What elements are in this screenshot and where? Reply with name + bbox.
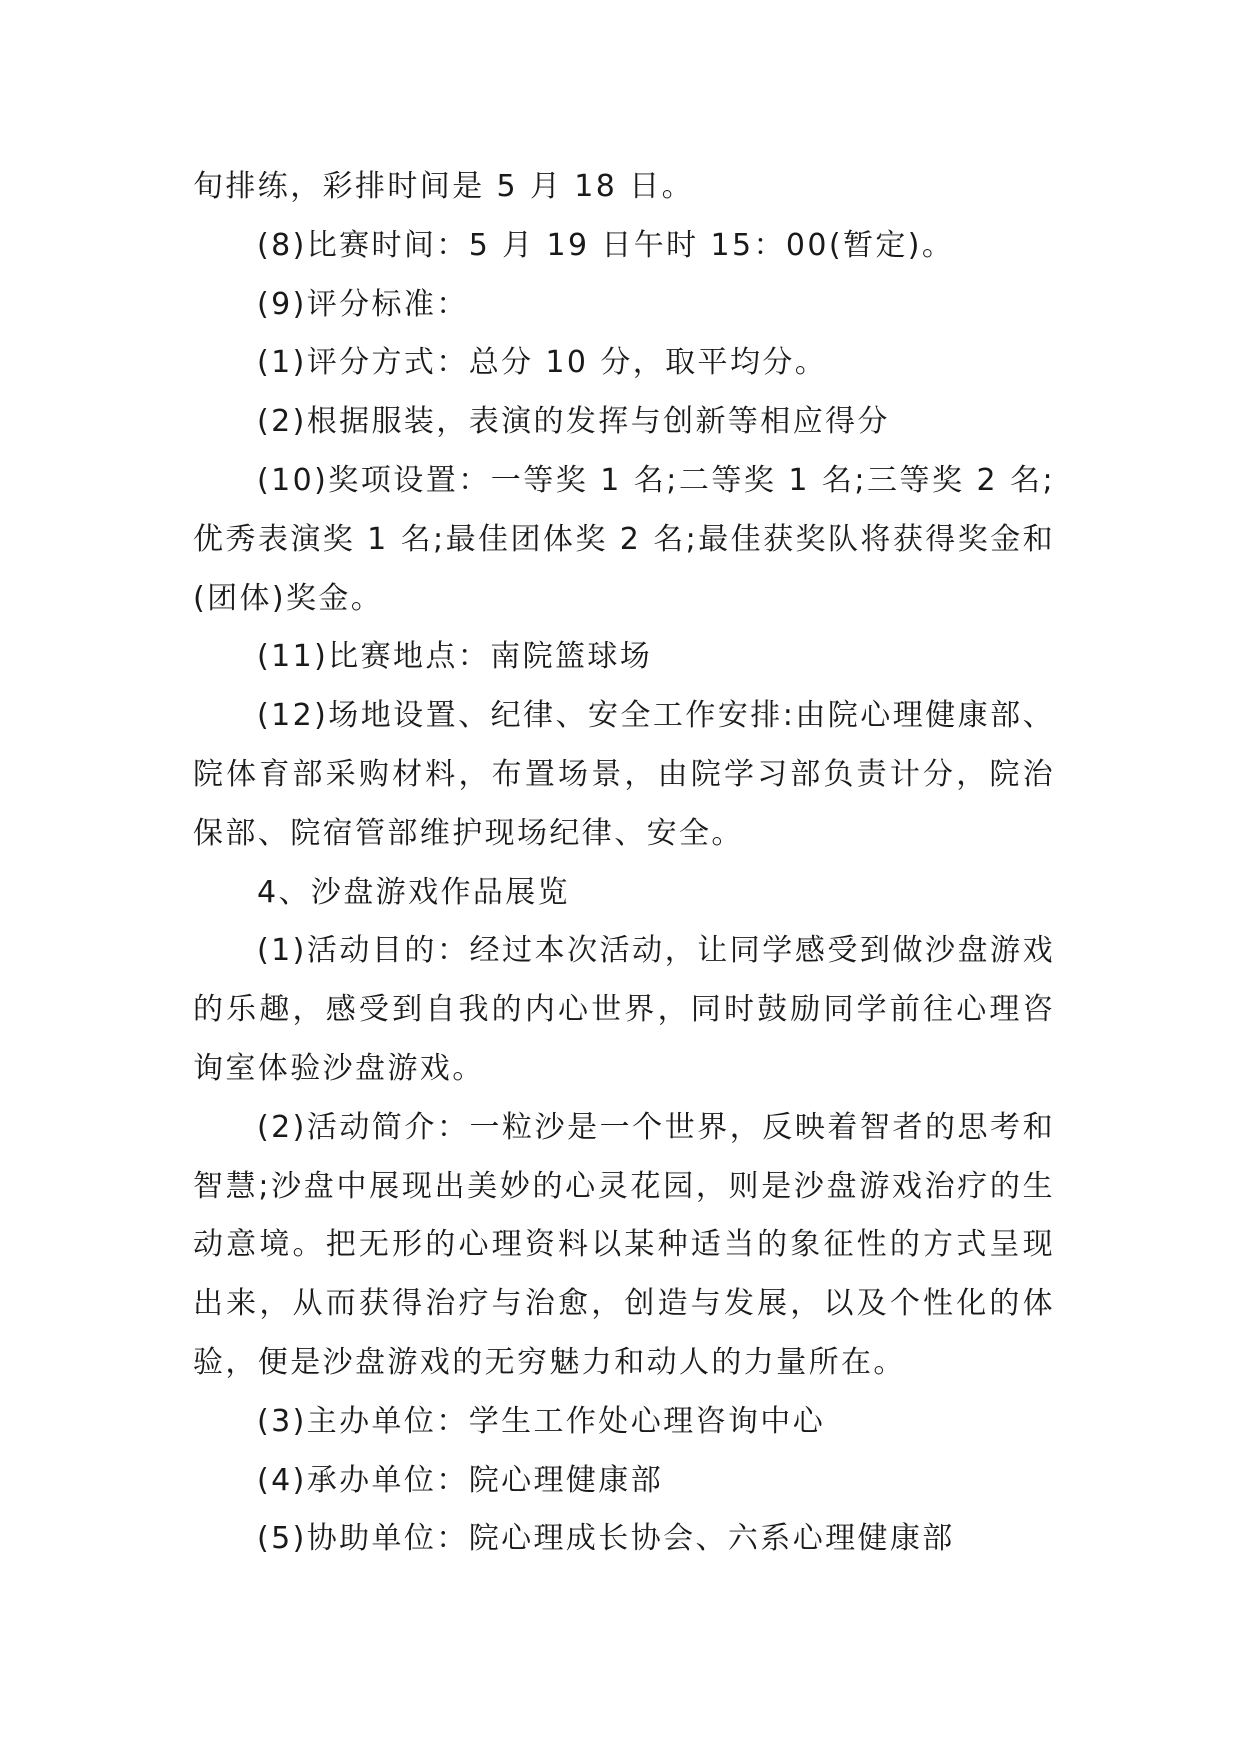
section-heading-sandplay: 4、沙盘游戏作品展览 xyxy=(257,874,571,910)
paragraph-activity-intro: (2)活动简介：一粒沙是一个世界，反映着智者的思考和智慧;沙盘中展现出美妙的心灵花园，则是沙盘游戏治疗的生动意境。把无形的心理资料以某种适当的象征性的方式呈现出来，从而获得治疗与治愈，创造与发展，以及个性化的体验，便是沙盘游戏的无穷魅力和动人的力量所在。 xyxy=(193,1109,1055,1380)
paragraph-scoring-method: (1)评分方式：总分 10 分，取平均分。 xyxy=(257,345,828,381)
paragraph-scoring-criteria: (9)评分标准： xyxy=(257,286,469,322)
paragraph-activity-purpose: (1)活动目的：经过本次活动，让同学感受到做沙盘游戏的乐趣，感受到自我的内心世界，同时鼓励同学前往心理咨询室体验沙盘游戏。 xyxy=(193,933,1055,1086)
paragraph-competition-time: (8)比赛时间：5 月 19 日午时 15：00(暂定)。 xyxy=(257,227,955,263)
paragraph-venue: (11)比赛地点：南院篮球场 xyxy=(257,639,653,675)
document-body xyxy=(193,158,1055,1569)
paragraph-assistants: (5)协助单位：院心理成长协会、六系心理健康部 xyxy=(257,1521,955,1557)
paragraph-scoring-basis: (2)根据服装，表演的发挥与创新等相应得分 xyxy=(257,404,890,440)
paragraph-rehearsal: 旬排练，彩排时间是 5 月 18 日。 xyxy=(193,169,695,204)
paragraph-awards: (10)奖项设置：一等奖 1 名;二等奖 1 名;三等奖 2 名;优秀表演奖 1 名;最佳团体奖 2 名;最佳获奖队将获得奖金和(团体)奖金。 xyxy=(193,462,1055,616)
paragraph-organizer: (3)主办单位：学生工作处心理咨询中心 xyxy=(257,1403,826,1439)
paragraph-undertaker: (4)承办单位：院心理健康部 xyxy=(257,1462,664,1498)
paragraph-arrangements: (12)场地设置、纪律、安全工作安排:由院心理健康部、院体育部采购材料，布置场景，由院学习部负责计分，院治保部、院宿管部维护现场纪律、安全。 xyxy=(193,698,1055,851)
